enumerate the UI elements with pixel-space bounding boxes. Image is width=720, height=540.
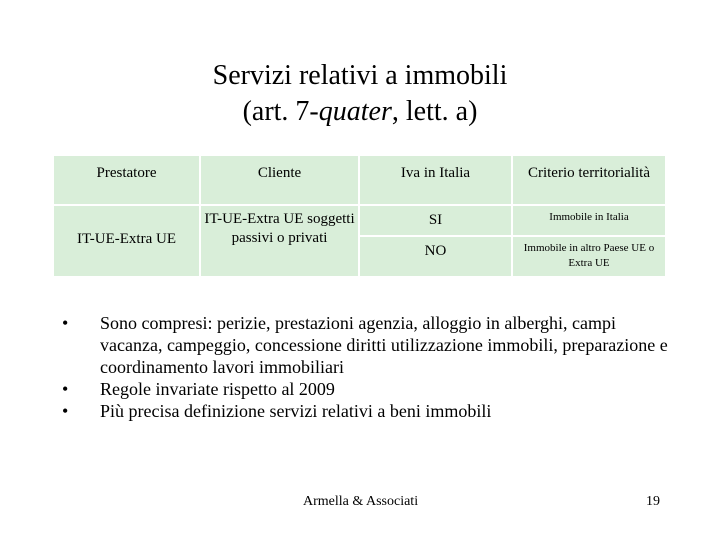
bullet-icon: • (62, 313, 69, 333)
bullet-icon: • (62, 401, 69, 421)
bullet-text: Sono compresi: perizie, prestazioni agenzia, alloggio in alberghi, campi vacanza, campeggio, concessione diritti utilizzazione immobili, preparazione e coordinamento lavori immobiliari (100, 313, 668, 377)
header-criterio-territorialita: Criterio territorialità (513, 156, 665, 204)
title-line-2 (0, 94, 720, 130)
cell-prestatore: IT-UE-Extra UE (54, 206, 199, 276)
title-line-2-prefix: (art. 7- (242, 96, 319, 127)
bullet-text: Più precisa definizione servizi relativi a beni immobili (100, 401, 492, 421)
page-number: 19 (646, 494, 660, 509)
header-iva-in-italia: Iva in Italia (360, 156, 511, 204)
cell-criterio-row1: Immobile in Italia (513, 206, 665, 235)
cell-iva-row2: NO (360, 237, 511, 276)
title-line-2-italic: quater (318, 96, 392, 127)
slide-title (0, 58, 720, 130)
bullet-icon: • (62, 379, 69, 399)
cell-cliente: IT-UE-Extra UE soggetti passivi o privati (201, 206, 358, 276)
cell-iva-row1: SI (360, 206, 511, 235)
footer-author: Armella & Associati (303, 494, 419, 509)
header-prestatore: Prestatore (54, 156, 199, 204)
bullet-text: Regole invariate rispetto al 2009 (100, 379, 335, 399)
list-item (60, 400, 680, 422)
list-item (60, 312, 680, 378)
bullet-list (60, 312, 680, 422)
cell-criterio-row2: Immobile in altro Paese UE o Extra UE (513, 237, 665, 276)
list-item (60, 378, 680, 400)
header-cliente: Cliente (201, 156, 358, 204)
title-line-2-suffix: , lett. a) (391, 96, 478, 127)
title-line-1: Servizi relativi a immobili (212, 60, 508, 91)
